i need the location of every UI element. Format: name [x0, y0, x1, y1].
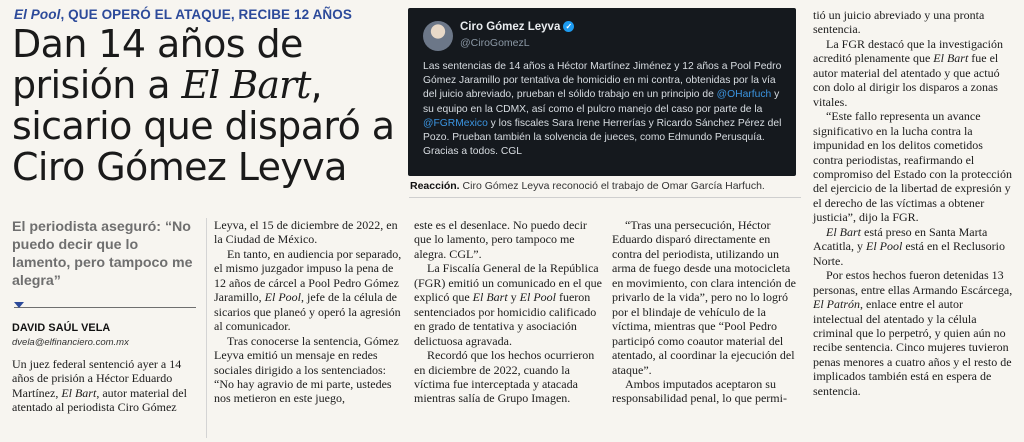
text: La FGR destacó que la investigación acreditó plenamente que [813, 36, 1003, 66]
divider [409, 197, 801, 198]
text: fue el autor material del atentado y que actuó con dolo al dirigir los disparos a zonas vitales. [813, 51, 1000, 109]
text: , jefe de la célula de sicarios que planeó y operó la agresión al comunicador. [214, 290, 401, 334]
tweet-mention-fgr: @FGRMexico [423, 117, 488, 129]
photo-caption [410, 180, 800, 192]
paragraph [813, 268, 1013, 398]
text: fueron sentenciados por homicidio calificado en grado de tentativa y asociación delictuosa agravada. [414, 290, 597, 348]
alias: El Bart [61, 385, 97, 400]
alias: El Pool [264, 290, 301, 305]
caption-text: Ciro Gómez Leyva reconoció el trabajo de Omar García Harfuch. [459, 180, 765, 192]
headline-part1: Dan 14 años de prisión a [12, 22, 303, 107]
column-1 [12, 357, 200, 415]
text: , autor material del atentado al periodista Ciro Gómez [12, 385, 187, 415]
kicker-rest: , QUE OPERÓ EL ATAQUE, RECIBE 12 AÑOS [60, 7, 352, 22]
column-5 [813, 8, 1013, 398]
tweet-image [408, 8, 796, 176]
text: La Fiscalía General de la República (FGR) emitió un comunicado en el que explicó que [414, 261, 602, 305]
column-divider [206, 218, 207, 438]
text: está preso en Santa Marta Acatitla, y [813, 224, 988, 254]
tweet-text-1: Las sentencias de 14 años a Héctor Martínez Jiménez y 12 años a Pool Pedro Gómez Jaramillo por tentativa de homicidio en mi contra, obtenidas por la vía del juicio abreviado, prueban el sólido trabajo en un principio de [423, 61, 782, 101]
deck-divider [14, 307, 196, 308]
paragraph [813, 37, 1013, 109]
text: En tanto, en audiencia por separado, el mismo juzgador impuso la pena de 12 años de cárcel a Pool Pedro Gómez Jaramillo, [214, 246, 402, 305]
paragraph: tió un juicio abreviado y una pronta sentencia. [813, 8, 985, 37]
tweet-text [423, 60, 785, 159]
avatar [423, 21, 453, 51]
column-3 [414, 218, 602, 406]
kicker [14, 7, 352, 22]
paragraph: “Este fallo representa un avance significativo en la lucha contra la impunidad en los delitos cometidos contra periodistas, reafirmando el compromiso del Estado con la protección del ejercicio de la libertad de expresión y el derecho de las víctimas a obtener justicia”, dijo la FGR. [813, 109, 1012, 225]
kicker-name: El Pool [14, 7, 61, 22]
alias: El Bart [933, 51, 969, 66]
text: Por estos hechos fueron detenidas 13 personas, entre ellas Armando Escárcega, [813, 268, 1013, 297]
text: Un juez federal sentenció ayer a 14 años de prisión a Héctor Eduardo Martínez, [12, 357, 182, 400]
tweet-text-2: y su equipo en la CDMX, así como el pulcro manejo del caso por parte de la [423, 89, 780, 115]
paragraph [813, 225, 1013, 268]
column-2 [214, 218, 402, 406]
paragraph [214, 247, 402, 334]
text: y [507, 290, 520, 305]
paragraph [12, 357, 200, 415]
tweet-text-3: y los fiscales Sara Irene Herrerías y Ricardo Sánchez Pérez del Pozo. Prueban también la solvencia de jueces, como Edmundo Perusquía. Gracias a todos. CGL [423, 117, 782, 158]
byline-email: dvela@elfinanciero.com.mx [12, 337, 129, 348]
paragraph: Tras conocerse la sentencia, Gómez Leyva emitió un mensaje en redes sociales dirigido a los sentenciados: “No hay agravio de mi parte, ustedes nos metieron en este juego, [214, 333, 399, 406]
paragraph: este es el desenlace. No puedo decir que lo lamento, pero tampoco me alegra. CGL”. [414, 218, 587, 261]
headline-part2: , sicario que disparó a Ciro Gómez Leyva [12, 63, 395, 189]
paragraph: “Tras una persecución, Héctor Eduardo disparó directamente en contra del periodista, utilizando un arma de fuego desde una motocicleta en movimiento, con clara intención de privarlo de la vida”, pero no lo logró por el blindaje de vehículo de la víctima, mientras que “Pool Pedro participó como coautor material del atentado, al coordinar la ejecución del ataque”. [612, 218, 796, 377]
text: , enlace entre el autor intelectual del atentado y la célula criminal que lo perpetró, y quien aún no recibe sentencia. Cinco mujeres tuvieron penas menores a cuatro años y el resto de implicados también está en espera de sentencia. [813, 297, 1012, 398]
triangle-marker-icon [14, 302, 24, 308]
byline-author: DAVID SAÚL VELA [12, 322, 111, 334]
paragraph: Ambos imputados aceptaron su responsabilidad penal, lo que permi- [612, 376, 787, 406]
deck: El periodista aseguró: “No puedo decir que lo lamento, pero tampoco me alegra” [12, 219, 193, 289]
alias: El Patrón [813, 297, 860, 312]
verified-icon: ✓ [563, 21, 574, 32]
tweet-author [460, 21, 574, 33]
tweet-handle: @CiroGomezL [460, 37, 530, 49]
alias: El Pool [519, 290, 556, 305]
caption-label: Reacción. [410, 180, 460, 192]
alias: El Bart [826, 224, 861, 239]
paragraph: Leyva, el 15 de diciembre de 2022, en la Ciudad de México. [214, 218, 398, 247]
column-4 [612, 218, 802, 406]
headline [12, 24, 407, 188]
paragraph [414, 261, 602, 348]
alias: El Bart [472, 290, 508, 305]
alias: El Pool [865, 239, 903, 254]
text: está en el Reclusorio Norte. [813, 239, 1005, 268]
paragraph: Recordó que los hechos ocurrieron en diciembre de 2022, cuando la víctima fue interceptada y atacada mientras salía de Grupo Imagen. [414, 348, 595, 406]
headline-emph: El Bart [181, 63, 311, 107]
tweet-author-name: Ciro Gómez Leyva [460, 21, 561, 33]
tweet-mention-harfuch: @OHarfuch [716, 89, 772, 101]
